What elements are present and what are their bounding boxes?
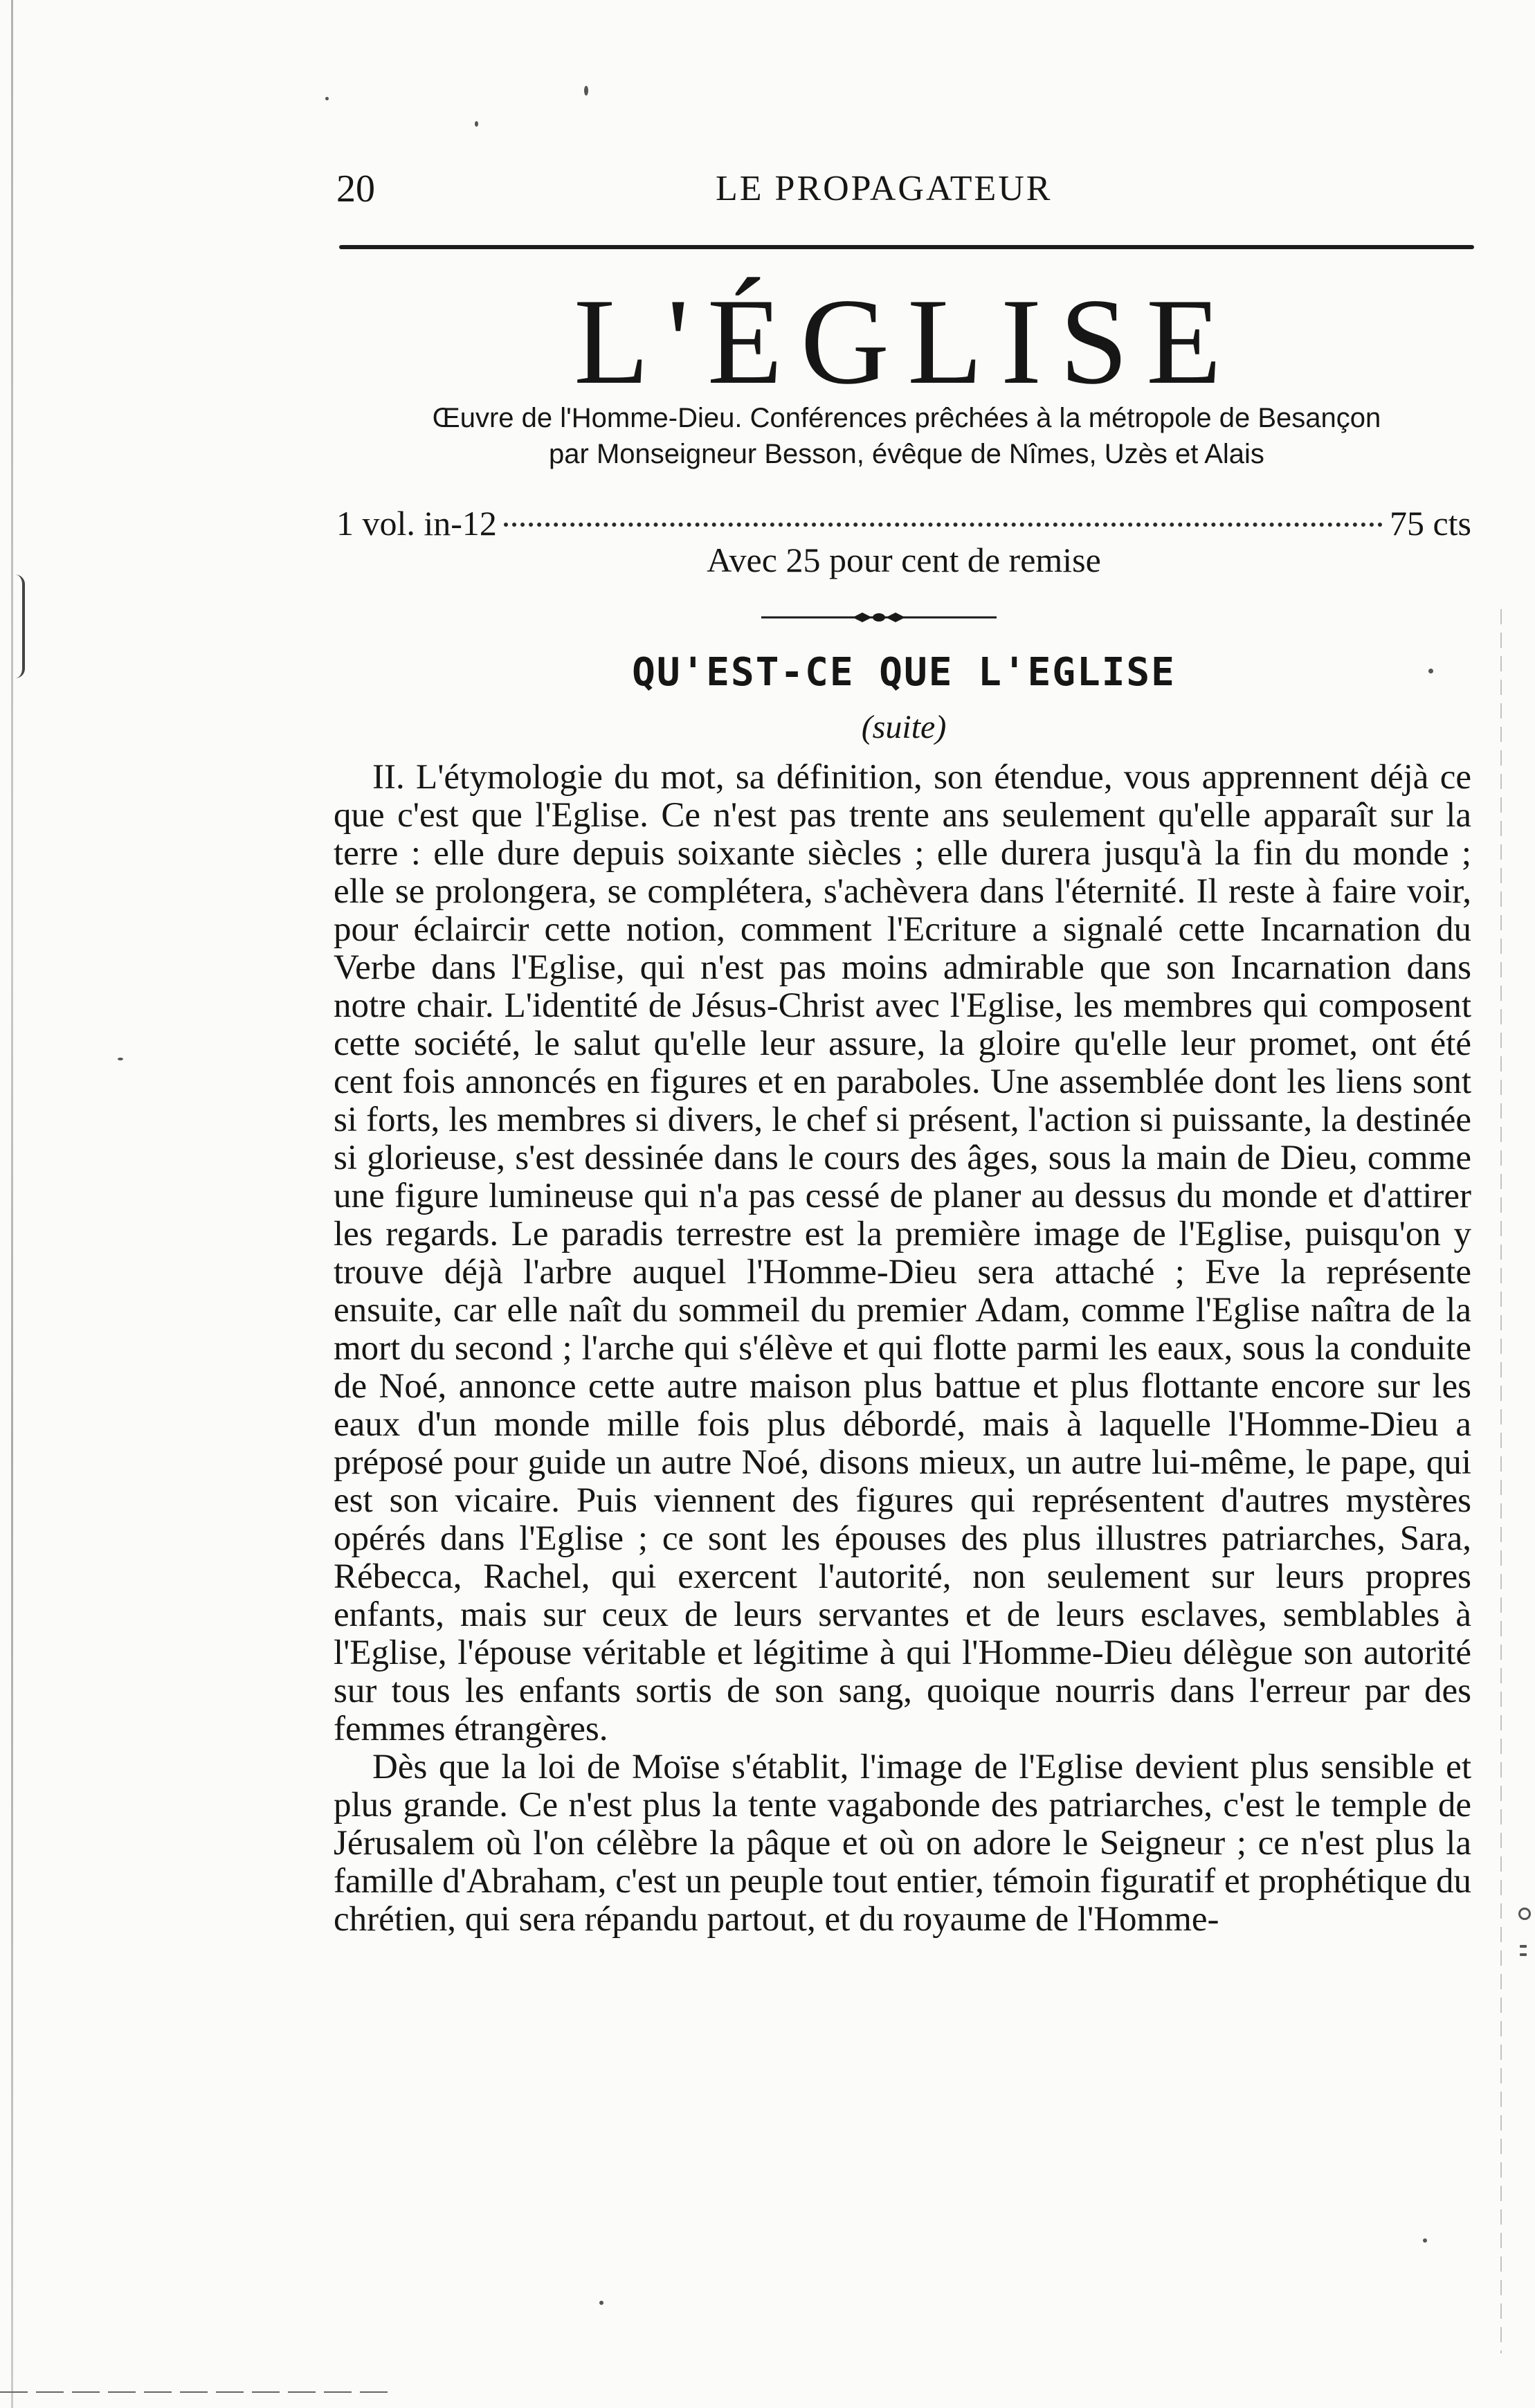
article-subtitle: (suite) — [861, 709, 947, 745]
scan-speck — [1520, 1953, 1527, 1956]
header-rule — [339, 245, 1474, 249]
discount-note: Avec 25 pour cent de remise — [707, 541, 1101, 579]
article-title: QU'EST-CE QUE L'EGLISE — [632, 650, 1176, 695]
scan-bracket-mark — [15, 574, 25, 678]
scan-speck — [1518, 1908, 1531, 1920]
scan-speck — [1423, 2238, 1427, 2243]
book-description — [346, 400, 1467, 472]
format-label: 1 vol. in-12 — [336, 504, 497, 543]
scan-left-edge — [11, 0, 13, 2408]
scan-speck — [584, 86, 588, 96]
scan-speck — [1520, 1945, 1527, 1948]
scan-speck — [475, 121, 478, 127]
dot-leader — [504, 523, 1383, 527]
scan-right-edge — [1500, 609, 1502, 2353]
scan-speck — [118, 1058, 123, 1060]
book-description-line: par Monseigneur Besson, évêque de Nîmes, Uzès et Alais — [549, 439, 1264, 469]
running-header — [336, 165, 1464, 213]
book-description-line: Œuvre de l'Homme-Dieu. Conférences prêchées à la métropole de Besançon — [432, 403, 1381, 433]
book-title: L'ÉGLISE — [574, 273, 1239, 410]
running-title: LE PROPAGATEUR — [716, 169, 1053, 208]
scan-bottom-edge — [0, 2391, 388, 2393]
scan-speck — [325, 97, 329, 100]
body-paragraph: Dès que la loi de Moïse s'établit, l'image de l'Eglise devient plus sensible et plus grande. Ce n'est plus la tente vagabonde des patriarches, c'est le temple de Jérusalem où l'on célèbre la pâque et où on adore le Seigneur ; ce n'est plus la famille d'Abraham, c'est un peuple tout entier, témoin figuratif et prophétique du chrétien, qui sera répandu partout, et du royaume de l'Homme- — [334, 1748, 1471, 1939]
scan-speck — [599, 2301, 603, 2305]
page-number: 20 — [336, 168, 375, 210]
article-body — [334, 759, 1471, 1939]
body-paragraph: II. L'étymologie du mot, sa définition, son étendue, vous apprennent déjà ce que c'est que l'Eglise. Ce n'est pas trente ans seulement qu'elle apparaît sur la terre : elle dure depuis soixante siècles ; elle durera jusqu'à la fin du monde ; elle se prolongera, se complétera, s'achèvera dans l'éternité. Il reste à faire voir, pour éclaircir cette notion, comment l'Ecriture a signalé cette Incarnation du Verbe dans l'Eglise, qui n'est pas moins admirable que son Incarnation dans notre chair. L'identité de Jésus-Christ avec l'Eglise, les membres qui composent cette société, le salut qu'elle leur assure, la gloire qu'elle leur promet, ont été cent fois annoncés en figures et en paraboles. Une assemblée dont les liens sont si forts, les membres si divers, le chef si présent, l'action si puissante, la destinée si glorieuse, s'est dessinée dans le cours des âges, sous la main de Dieu, comme une figure lumineuse qui n'a pas cessé de planer au dessus du monde et d'attirer les regards. Le paradis terrestre est la première image de l'Eglise, puisqu'on y trouve déjà l'arbre auquel l'Homme-Dieu sera attaché ; Eve la représente ensuite, car elle naît du sommeil du premier Adam, comme l'Eglise naîtra de la mort du second ; l'arche qui s'élève et qui flotte parmi les eaux, sous la conduite de Noé, annonce cette autre maison plus battue et plus flottante encore sur les eaux d'un monde mille fois plus débordé, mais à laquelle l'Homme-Dieu a préposé pour guide un autre Noé, disons mieux, un autre lui-même, le pape, qui est son vicaire. Puis viennent des figures qui représentent d'autres mystères opérés dans l'Eglise ; ce sont les épouses des plus illustres patriarches, Sara, Rébecca, Rachel, qui exercent l'autorité, non seulement sur leurs propres enfants, mais sur ceux de leurs servantes et de leurs esclaves, semblables à l'Eglise, l'épouse véritable et légitime à qui l'Homme-Dieu délègue son autorité sur tous les enfants sortis de son sang, quoique nourris dans l'erreur par des femmes étrangères. — [334, 758, 1471, 1748]
price-amount: 75 cts — [1389, 504, 1471, 543]
ornament-divider — [761, 609, 997, 626]
